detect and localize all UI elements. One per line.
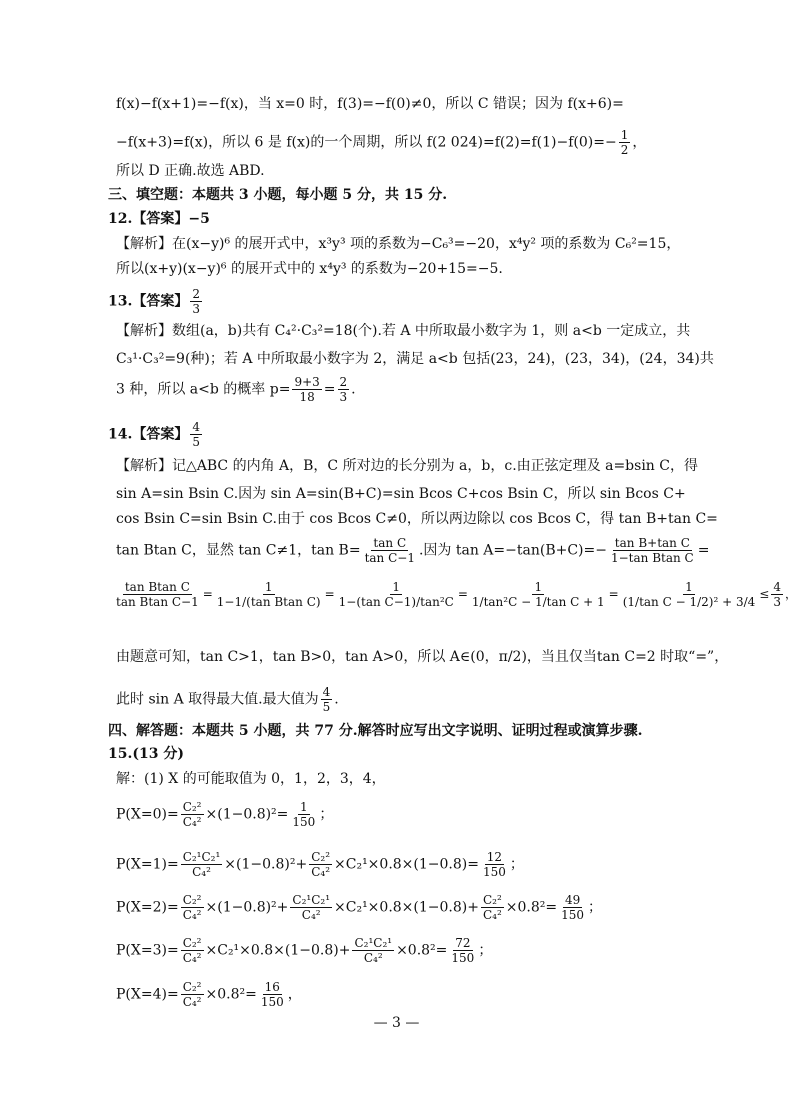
explanation-line: 【解析】记△ABC 的内角 A，B，C 所对边的长分别为 a，b，c.由正弦定理及 a=bsin C，得 [116, 458, 698, 474]
explanation-line: 所以(x+y)(x−y)⁶ 的展开式中的 x⁴y³ 的系数为−20+15=−5. [116, 261, 503, 277]
probability-line: P(X=4)= $\frac{\text{C₂²}}{\text{C₄²}}$ ×0.8²= $\frac{16}{150}$ ， [116, 980, 302, 1009]
text-line: f(x)−f(x+1)=−f(x)，当 x=0 时，f(3)=−f(0)≠0，所以 C 错误；因为 f(x+6)= [116, 96, 624, 112]
probability-line: P(X=0)= $\frac{\text{C₂²}}{\text{C₄²}}$ ×(1−0.8)²= $\frac{1}{150}$ ； [116, 800, 334, 829]
text-line: −f(x+3)=f(x)，所以 6 是 f(x)的一个周期，所以 f(2 024)=f(2)=f(1)−f(0)=− $\frac{1}{2}$ ， [116, 128, 647, 157]
explanation-line: cos Bsin C=sin Bsin C.由于 cos Bcos C≠0，所以两边除以 cos Bcos C，得 tan B+tan C= [116, 511, 718, 527]
solution-line: 解：(1) X 的可能取值为 0，1，2，3，4， [116, 771, 386, 787]
answer-line: 13.【答案】 $\frac{2}{3}$ [108, 287, 200, 316]
probability-line: P(X=2)= $\frac{\text{C₂²}}{\text{C₄²}}$ ×(1−0.8)²+ $\frac{\text{C₂¹C₂¹}}{\text{C₄²}}$ ×C₂¹×0.8×(1−0.8)+ $\frac{\text{C₂²}}{\text{C₄²}}$ ×0.8²= $\frac{49}{150}$ ； [116, 893, 603, 922]
section-title: 四、解答题：本题共 5 小题，共 77 分.解答时应写出文字说明、证明过程或演算步骤. [108, 723, 643, 739]
explanation-line: tan Btan C，显然 tan C≠1，tan B= $\frac{\text{tan C}}{\text{tan C−1}}$ .因为 tan A=−tan(B+C)=− $\frac{\text{tan B+tan C}}{\text{1−tan Btan C}}$ = [116, 536, 710, 565]
explanation-line: 由题意可知，tan C>1，tan B>0，tan A>0，所以 A∈(0，π/2)，当且仅当tan C=2 时取“=”， [116, 649, 729, 665]
explanation-line: 【解析】数组(a，b)共有 C₄²·C₃²=18(个).若 A 中所取最小数字为 1，则 a<b 一定成立，共 [116, 323, 691, 339]
explanation-line: C₃¹·C₃²=9(种)；若 A 中所取最小数字为 2，满足 a<b 包括(23，24)，(23，34)，(24，34)共 [116, 351, 714, 367]
text-line: 所以 D 正确.故选 ABD. [116, 163, 265, 179]
probability-line: P(X=3)= $\frac{\text{C₂²}}{\text{C₄²}}$ ×C₂¹×0.8×(1−0.8)+ $\frac{\text{C₂¹C₂¹}}{\text{C₄²}}$ ×0.8²= $\frac{72}{150}$ ； [116, 936, 493, 965]
explanation-line: 3 种，所以 a<b 的概率 p= $\frac{9+3}{18}$ = $\frac{2}{3}$ . [116, 375, 356, 404]
explanation-line: sin A=sin Bsin C.因为 sin A=sin(B+C)=sin Bcos C+cos Bsin C，所以 sin Bcos C+ [116, 486, 686, 502]
section-title: 三、填空题：本题共 3 小题，每小题 5 分，共 15 分. [108, 187, 448, 203]
probability-line: P(X=1)= $\frac{\text{C₂¹C₂¹}}{\text{C₄²}}$ ×(1−0.8)²+ $\frac{\text{C₂²}}{\text{C₄²}}$ ×C₂¹×0.8×(1−0.8)= $\frac{12}{150}$ ； [116, 850, 524, 879]
text-span: −f(x+3)=f(x)，所以 6 是 f(x)的一个周期，所以 f(2 024)=f(2)=f(1)−f(0)=− [116, 134, 617, 151]
fraction: $\frac{1}{2}$ [620, 128, 629, 157]
page-number: — 3 — [373, 1015, 420, 1031]
question-head: 15.(13 分) [108, 746, 184, 762]
explanation-line: 此时 sin A 取得最大值.最大值为 $\frac{4}{5}$ . [116, 685, 339, 714]
answer-line: 14.【答案】 $\frac{4}{5}$ [108, 420, 200, 449]
explanation-line: 【解析】在(x−y)⁶ 的展开式中，x³y³ 项的系数为−C₆³=−20，x⁴y² 项的系数为 C₆²=15， [116, 236, 681, 252]
answer-line: 12.【答案】−5 [108, 211, 210, 227]
equation-chain: $\frac{\text{tan Btan C}}{\text{tan Btan C−1}}$ = $\frac{1}{\text{1−1/(tan Btan C)}}$ = $\frac{1}{\text{1−(tan C−1)/tan²C}}$ = $\frac{1}{\text{1/tan²C − 1/tan C + 1}}$ = $\frac{1}{\text{(1/tan C − 1/2)² + 3/4}}$ ≤ $\frac{4}{3}$ ， [116, 580, 797, 609]
